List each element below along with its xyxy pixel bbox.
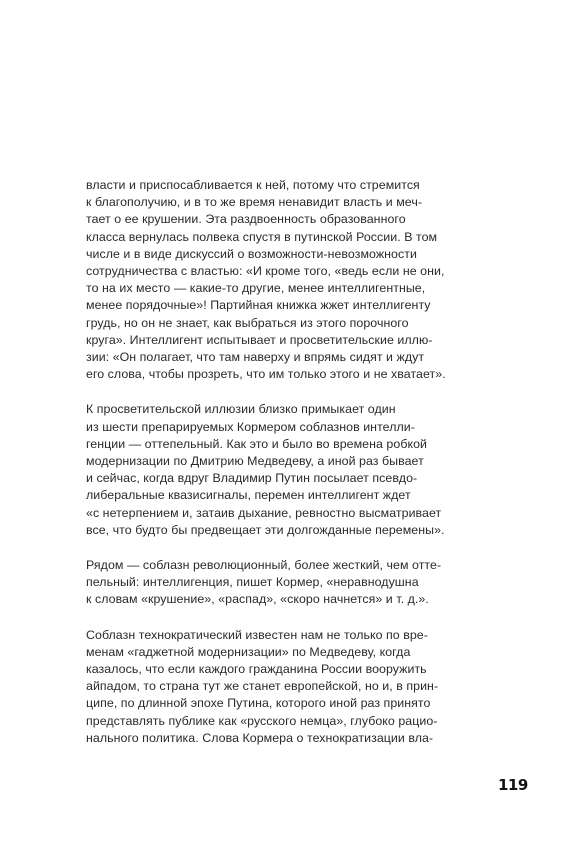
text-line: представлять публике как «русского немца», глубоко рацио- <box>86 713 438 728</box>
text-line: ципе, по длинной эпохе Путина, которого иной раз принято <box>86 696 431 711</box>
text-line: тает о ее крушении. Эта раздвоенность образованного <box>86 212 406 227</box>
text-line: к словам «крушение», «распад», «скоро начнется» и т. д.». <box>86 592 429 607</box>
text-line: круга». Интеллигент испытывает и просветительские иллю- <box>86 332 433 347</box>
text-line: его слова, чтобы прозреть, что им только этого и не хватает». <box>86 367 446 382</box>
text-line: нального политика. Слова Кормера о технократизации вла- <box>86 730 434 745</box>
text-line: модернизации по Дмитрию Медведеву, а иной раз бывает <box>86 454 424 469</box>
text-line: генции — оттепельный. Как это и было во времена робкой <box>86 436 427 451</box>
text-line: власти и приспосабливается к ней, потому что стремится <box>86 178 420 192</box>
text-line: класса вернулась полвека спустя в путинской России. В том <box>86 229 438 244</box>
text-line: числе и в виде дискуссий о возможности-невозможности <box>86 246 417 261</box>
text-line: Соблазн технократический известен нам не только по вре- <box>86 627 428 642</box>
paragraph-4 <box>86 627 486 747</box>
text-line: и сейчас, когда вдруг Владимир Путин посылает псевдо- <box>86 471 418 486</box>
text-line: к благополучию, и в то же время ненавидит власть и меч- <box>86 195 423 210</box>
text-line: менее порядочные»! Партийная книжка жжет интеллигенту <box>86 298 431 313</box>
page-number: 119 <box>498 776 528 794</box>
text-line: то на их место — какие-то другие, менее интеллигентные, <box>86 281 426 296</box>
text-line: все, что будто бы предвещает эти долгожданные перемены». <box>86 522 445 537</box>
text-line: из шести препарируемых Кормером соблазнов интелли- <box>86 419 415 434</box>
text-line: пельный: интеллигенция, пишет Кормер, «неравнодушна <box>86 575 419 590</box>
text-line: либеральные квазисигналы, перемен интеллигент ждет <box>86 488 411 503</box>
text-line: менам «гаджетной модернизации» по Медведеву, когда <box>86 644 411 659</box>
paragraph-1 <box>86 177 486 383</box>
text-line: грудь, но он не знает, как выбраться из этого порочного <box>86 315 409 330</box>
text-line: зии: «Он полагает, что там наверху и впрямь сидят и ждут <box>86 350 425 365</box>
text-line: казалось, что если каждого гражданина России вооружить <box>86 662 427 677</box>
text-line: «с нетерпением и, затаив дыхание, ревностно высматривает <box>86 505 442 520</box>
paragraph-2 <box>86 401 486 539</box>
text-line: К просветительской иллюзии близко примыкает один <box>86 402 396 417</box>
paragraph-3 <box>86 557 486 609</box>
body-text <box>86 177 486 765</box>
text-line: сотрудничества с властью: «И кроме того, «ведь если не они, <box>86 264 445 279</box>
text-line: Рядом — соблазн революционный, более жесткий, чем отте- <box>86 558 442 573</box>
text-line: айпадом, то страна тут же станет европейской, но и, в прин- <box>86 679 439 694</box>
